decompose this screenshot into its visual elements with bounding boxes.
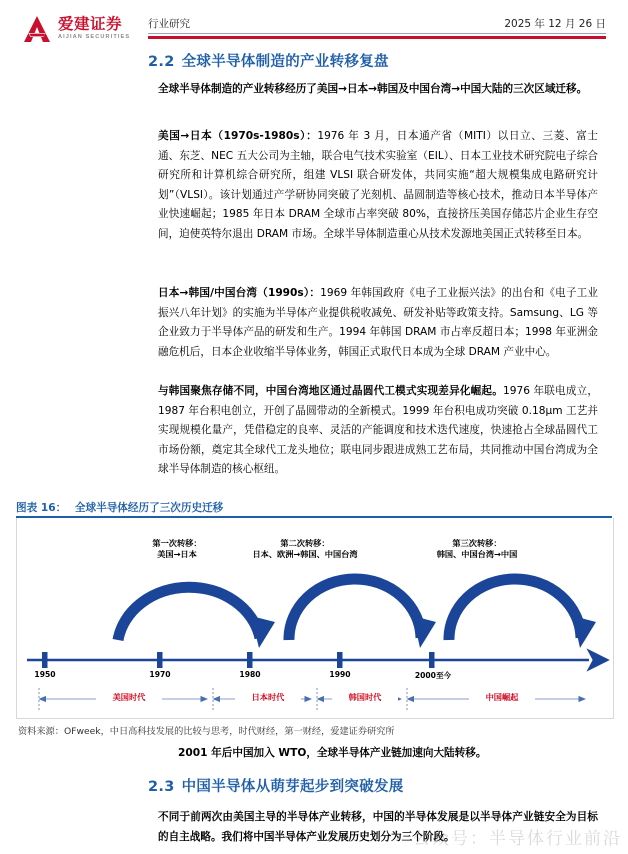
paragraph-3-body: 1976 年联电成立，1987 年台积电创立，开创了晶圆带动的全新模式。1999 年台积电成功突破 0.18μm 工艺并实现规模化量产，凭借稳定的良率、灵活的产能调度和技术迭代速度，快速抢占全球晶圆代工市场份额，奠定其全球代工龙头地位；联电同步跟进成熟工艺布局，共同推动中国台湾成为全球半导体制造的核心枢纽。 (158, 385, 598, 476)
transfer-caption-3-line2: 韩国、中国台湾→中国 (436, 549, 518, 559)
axis-tick-1990: 1990 (329, 670, 351, 679)
era-label-china: 中国崛起 (469, 692, 535, 703)
transfer-caption-1-line2: 美国→日本 (157, 549, 197, 559)
post-exhibit-paragraph: 2001 年后中国加入 WTO，全球半导体产业链加速向大陆转移。 (178, 747, 487, 759)
paragraph-3-lead-in: 与韩国聚焦存储不同，中国台湾地区通过晶圆代工模式实现差异化崛起。 (158, 385, 503, 397)
exhibit-caption: 全球半导体经历了三次历史迁移 (74, 502, 224, 514)
section-2-2-paragraph-3 (158, 382, 598, 480)
axis-tick-1980: 1980 (239, 670, 261, 679)
transfer-caption-2-line2: 日本、欧洲→韩国、中国台湾 (252, 549, 358, 559)
section-2-3-paragraph-1: 不同于前两次由美国主导的半导体产业转移，中国的半导体发展是以半导体产业链安全为目标的自主战略。我们将中国半导体产业发展历史划分为三个阶段。 (158, 811, 598, 843)
section-2-2-paragraph-2 (158, 284, 598, 362)
section-number-2-2: 2.2 (148, 54, 175, 70)
source-text: OFweek，中日高科技发展的比较与思考，时代财经，第一财经，爱建证券研究所 (63, 726, 395, 737)
transfer-caption-3 (387, 538, 567, 560)
paragraph-2-lead-in: 日本→韩国/中国台湾（1990s）： (158, 287, 321, 299)
watermark: 公众号：半导体行业前沿 (413, 829, 622, 849)
aijian-a-mark-icon (22, 15, 52, 43)
exhibit-figure (16, 518, 614, 719)
era-label-japan: 日本时代 (235, 692, 301, 703)
header-band (148, 14, 606, 38)
axis-tick-1970: 1970 (149, 670, 171, 679)
paragraph-2-body: 1969 年韩国政府《电子工业振兴法》的出台和《电子工业振兴八年计划》的实施为半导体产业提供税收减免、研发补贴等政策支持。Samsung、LG 等企业致力于半导体产品的研发和生产。1994 年韩国 DRAM 市占率反超日本；1998 年亚洲金融危机后，日本企业收缩半导体业务，韩国正式取代日本成为全球 DRAM 产业中心。 (158, 287, 598, 358)
section-2-2-lead: 全球半导体制造的产业转移经历了美国→日本→韩国及中国台湾→中国大陆的三次区域迁移。 (158, 83, 588, 95)
era-label-us: 美国时代 (96, 692, 162, 703)
header-rule (148, 36, 606, 39)
company-logo (22, 12, 144, 46)
paragraph-1-lead-in: 美国→日本（1970s-1980s）： (158, 130, 318, 142)
section-2-2-paragraph-1 (158, 127, 598, 245)
transfer-caption-2 (215, 538, 395, 560)
logo-english-name: AIJIAN SECURITIES (58, 33, 131, 40)
exhibit-label: 图表 16： (16, 502, 67, 514)
header-date: 2025 年 12 月 26 日 (504, 18, 606, 30)
header-thin-rule (148, 33, 606, 34)
header-category: 行业研究 (148, 18, 190, 30)
page-header (0, 0, 628, 48)
exhibit-title (16, 500, 223, 515)
axis-tick-1950: 1950 (34, 670, 56, 679)
section-title-2-2: 全球半导体制造的产业转移复盘 (181, 54, 389, 70)
source-prefix: 资料来源： (18, 726, 64, 737)
transfer-caption-1-line1: 第一次转移： (152, 538, 202, 548)
transfer-caption-2-line1: 第二次转移： (280, 538, 330, 548)
section-number-2-3: 2.3 (148, 779, 175, 795)
section-heading-2-3 (148, 775, 404, 796)
transfer-caption-3-line1: 第三次转移： (452, 538, 502, 548)
section-heading-2-2 (148, 50, 389, 71)
axis-tick-2000: 2000至今 (414, 671, 452, 680)
paragraph-1-body: 1976 年 3 月，日本通产省（MITI）以日立、三菱、富士通、东芝、NEC 五大公司为主轴，联合电气技术实验室（EIL）、日本工业技术研究院电子综合研究所和计算机综合研究所，组建 VLSI 联合研发体，共同实施“超大规模集成电路研究计划”（VLSI）。该计划通过产学研协同突破了光刻机、晶圆制造等核心技术，推动日本半导体产业快速崛起；1985 年日本 DRAM 全球市占率突破 80%，直接挤压美国存储芯片企业生存空间，迫使英特尔退出 DRAM 市场。全球半导体制造重心从技术发源地美国正式转移至日本。 (158, 130, 598, 240)
era-label-korea: 韩国时代 (332, 692, 398, 703)
section-title-2-3: 中国半导体从萌芽起步到突破发展 (181, 779, 404, 795)
logo-chinese-name: 爱建证券 (58, 15, 123, 34)
exhibit-source (18, 723, 395, 737)
